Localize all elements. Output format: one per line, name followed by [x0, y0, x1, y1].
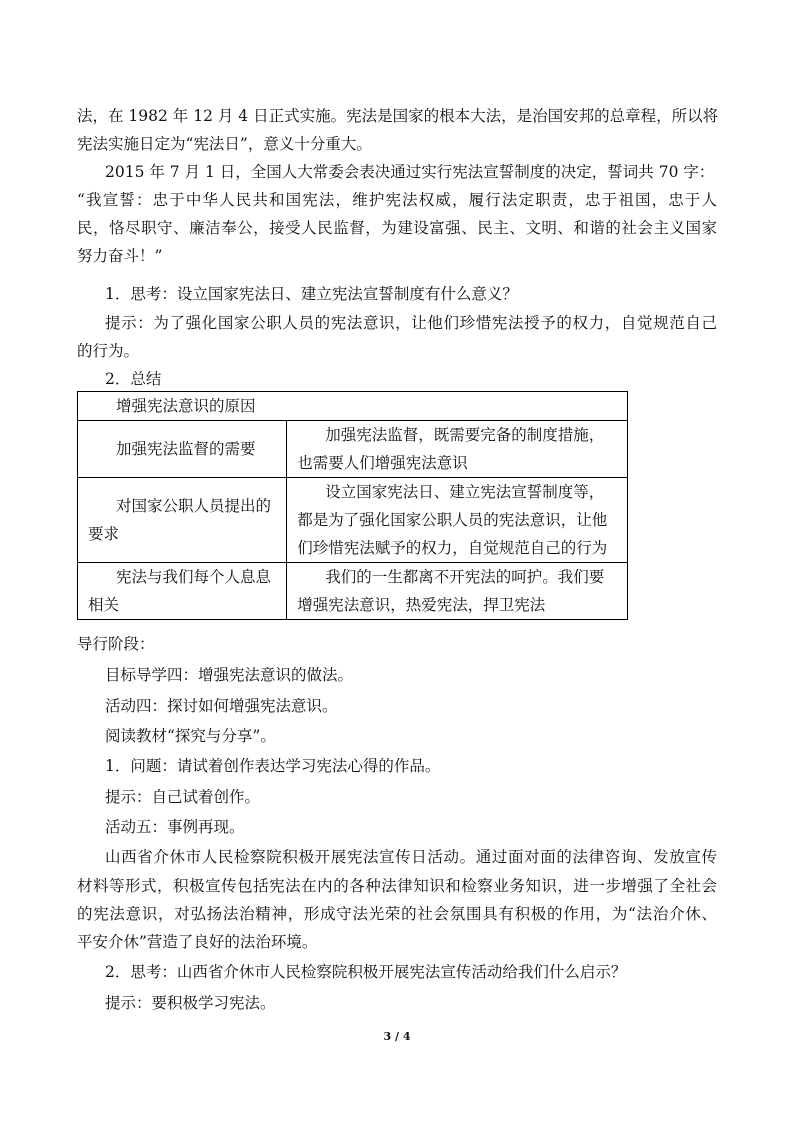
- explanation-text: 我们的一生都离不开宪法的呵护。我们要: [325, 568, 605, 586]
- paragraph-line: 宪法实施日定为“宪法日”，意义十分重大。: [77, 135, 372, 153]
- reason-text: 要求: [88, 525, 120, 543]
- paragraph-line: 努力奋斗！”: [77, 247, 163, 265]
- answer-create: 提示：自己试着创作。: [105, 788, 261, 806]
- reason-text: 相关: [88, 596, 120, 614]
- question-1: 1．思考：设立国家宪法日、建立宪法宣誓制度有什么意义？: [105, 285, 518, 303]
- table-row: [78, 392, 628, 421]
- activity-heading: 活动五：事例再现。: [105, 818, 245, 836]
- case-line: 的宪法意识，对弘扬法治精神，形成守法光荣的社会氛围具有积极的作用，为“法治介休、: [77, 905, 717, 923]
- goal-heading: 目标导学四：增强宪法意识的做法。: [105, 666, 354, 684]
- answer-1-line: 提示：为了强化国家公职人员的宪法意识，让他们珍惜宪法授予的权力，自觉规范自己: [105, 314, 717, 332]
- case-line: 山西省介休市人民检察院积极开展宪法宣传日活动。通过面对面的法律咨询、发放宣传: [105, 848, 717, 866]
- explanation-text: 加强宪法监督，既需要完备的制度措施，: [325, 426, 605, 444]
- stage-heading: 导行阶段：: [77, 635, 155, 653]
- summary-table: [77, 391, 628, 620]
- table-cell: [78, 563, 287, 620]
- paragraph-line: 民，恪尽职守、廉洁奉公，接受人民监督，为建设富强、民主、文明、和谐的社会主义国家: [77, 219, 717, 237]
- explanation-text: 增强宪法意识，热爱宪法，捍卫宪法: [297, 596, 546, 614]
- explanation-text: 都是为了强化国家公职人员的宪法意识，让他: [297, 511, 608, 529]
- page-number: 3 / 4: [383, 1030, 411, 1043]
- table-cell: [287, 421, 628, 478]
- case-line: 材料等形式，积极宣传包括宪法在内的各种法律知识和检察业务知识，进一步增强了全社会: [77, 877, 717, 895]
- reason-text: 加强宪法监督的需要: [116, 440, 256, 458]
- reading-instruction: 阅读教材“探究与分享”。: [105, 727, 276, 745]
- table-cell: [78, 421, 287, 478]
- table-header-text: 增强宪法意识的原因: [116, 397, 256, 415]
- paragraph-line: 2015 年 7 月 1 日，全国人大常委会表决通过实行宪法宣誓制度的决定，誓词共 70 字：: [105, 163, 715, 181]
- summary-heading: 2．总结: [105, 370, 162, 388]
- paragraph-line: “我宣誓：忠于中华人民共和国宪法，维护宪法权威，履行法定职责，忠于祖国，忠于人: [77, 191, 717, 209]
- answer-2: 提示：要积极学习宪法。: [105, 994, 276, 1012]
- table-row: [78, 421, 628, 478]
- table-row: [78, 563, 628, 620]
- explanation-text: 也需要人们增强宪法意识: [297, 454, 468, 472]
- case-line: 平安介休”营造了良好的法治环境。: [77, 933, 318, 951]
- table-cell: [287, 478, 628, 563]
- paragraph-line: 法，在 1982 年 12 月 4 日正式实施。宪法是国家的根本大法，是治国安邦的总章程，所以将: [77, 107, 719, 125]
- answer-1-line: 的行为。: [77, 342, 140, 360]
- table-header-cell: [78, 392, 628, 421]
- reason-text: 宪法与我们每个人息息: [116, 568, 272, 586]
- question-2: 2．思考：山西省介休市人民检察院积极开展宪法宣传活动给我们什么启示？: [105, 963, 627, 981]
- activity-heading: 活动四：探讨如何增强宪法意识。: [105, 697, 338, 715]
- reason-text: 对国家公职人员提出的: [116, 497, 272, 515]
- table-row: [78, 478, 628, 563]
- table-cell: [78, 478, 287, 563]
- explanation-text: 们珍惜宪法赋予的权力，自觉规范自己的行为: [297, 539, 608, 557]
- explanation-text: 设立国家宪法日、建立宪法宣誓制度等，: [325, 483, 605, 501]
- question-create: 1．问题：请试着创作表达学习宪法心得的作品。: [105, 757, 441, 775]
- table-cell: [287, 563, 628, 620]
